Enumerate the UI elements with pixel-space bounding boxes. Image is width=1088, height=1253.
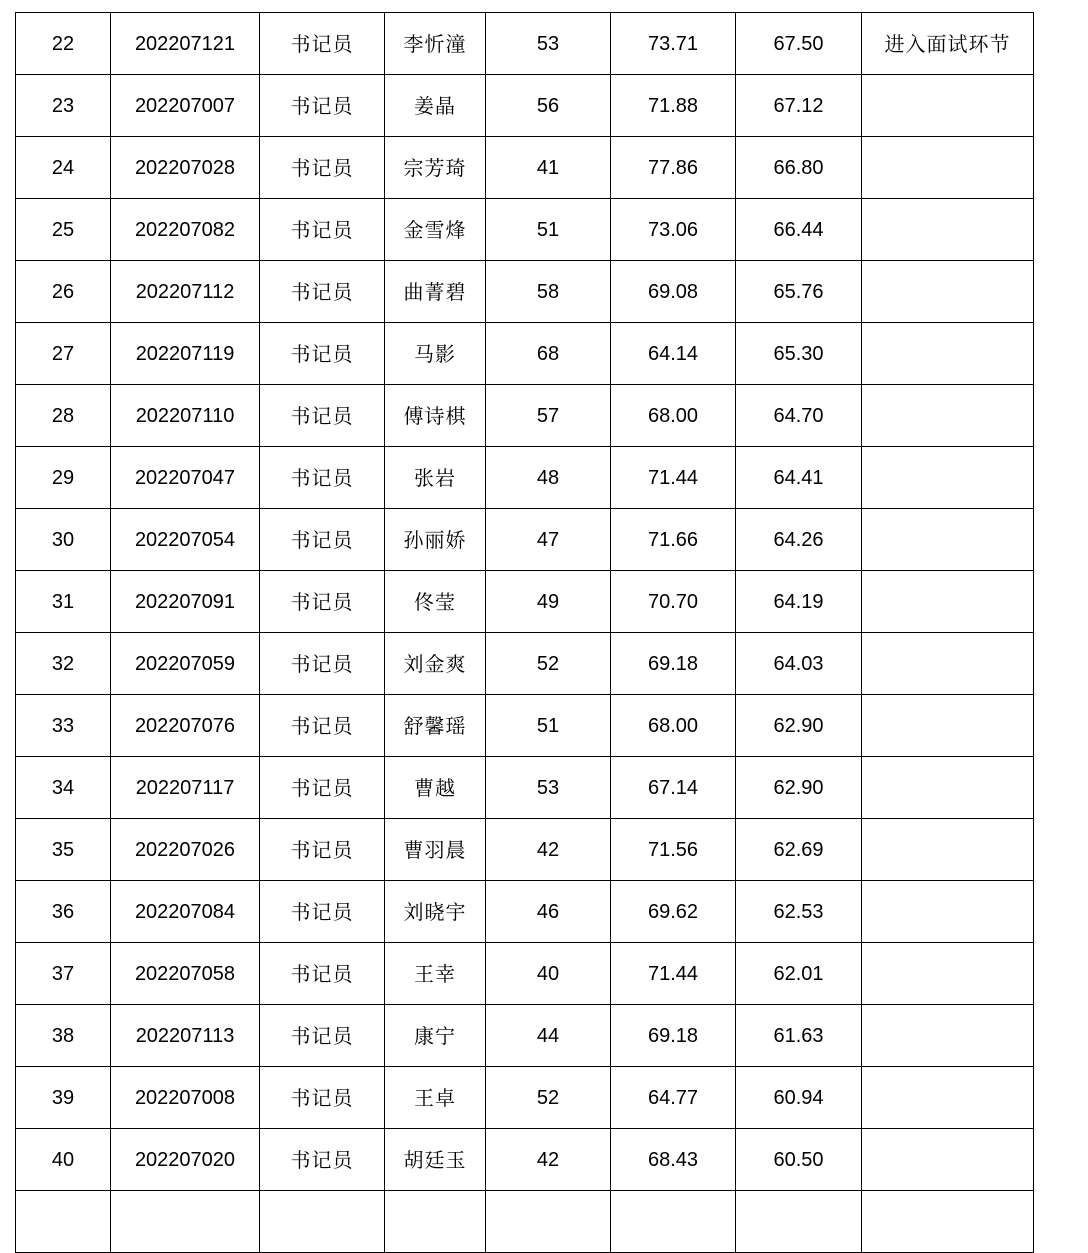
total-score-cell: 67.50 (736, 13, 862, 75)
candidate-name-cell: 王卓 (385, 1067, 486, 1129)
position-cell: 书记员 (260, 943, 385, 1005)
remark-cell (862, 757, 1034, 819)
candidate-id-cell: 202207008 (111, 1067, 260, 1129)
remark-cell (862, 75, 1034, 137)
candidate-name-cell: 姜晶 (385, 75, 486, 137)
total-score-cell: 64.19 (736, 571, 862, 633)
rank-cell: 33 (16, 695, 111, 757)
score-a-cell: 56 (486, 75, 611, 137)
score-a-cell: 51 (486, 695, 611, 757)
position-cell: 书记员 (260, 1067, 385, 1129)
remark-cell (862, 261, 1034, 323)
score-a-cell (486, 1191, 611, 1253)
position-cell: 书记员 (260, 571, 385, 633)
remark-cell (862, 1067, 1034, 1129)
remark-cell (862, 447, 1034, 509)
candidate-id-cell (111, 1191, 260, 1253)
candidate-id-cell: 202207112 (111, 261, 260, 323)
score-a-cell: 53 (486, 757, 611, 819)
score-a-cell: 48 (486, 447, 611, 509)
table-row (16, 13, 1034, 75)
rank-cell: 37 (16, 943, 111, 1005)
total-score-cell: 62.01 (736, 943, 862, 1005)
candidate-name-cell: 马影 (385, 323, 486, 385)
total-score-cell: 64.03 (736, 633, 862, 695)
rank-cell: 36 (16, 881, 111, 943)
score-a-cell: 46 (486, 881, 611, 943)
score-table (15, 12, 1034, 1253)
candidate-name-cell: 刘晓宇 (385, 881, 486, 943)
table-row (16, 447, 1034, 509)
score-b-cell: 68.00 (611, 695, 736, 757)
position-cell: 书记员 (260, 509, 385, 571)
score-b-cell: 69.62 (611, 881, 736, 943)
position-cell: 书记员 (260, 13, 385, 75)
score-b-cell: 68.00 (611, 385, 736, 447)
candidate-name-cell: 张岩 (385, 447, 486, 509)
position-cell: 书记员 (260, 137, 385, 199)
candidate-id-cell: 202207082 (111, 199, 260, 261)
rank-cell: 26 (16, 261, 111, 323)
position-cell: 书记员 (260, 695, 385, 757)
remark-cell (862, 695, 1034, 757)
remark-cell (862, 199, 1034, 261)
remark-cell (862, 509, 1034, 571)
total-score-cell: 60.94 (736, 1067, 862, 1129)
position-cell: 书记员 (260, 199, 385, 261)
rank-cell: 40 (16, 1129, 111, 1191)
total-score-cell (736, 1191, 862, 1253)
score-b-cell: 67.14 (611, 757, 736, 819)
candidate-name-cell: 佟莹 (385, 571, 486, 633)
position-cell: 书记员 (260, 633, 385, 695)
candidate-name-cell: 曹羽晨 (385, 819, 486, 881)
score-a-cell: 52 (486, 1067, 611, 1129)
candidate-name-cell: 刘金爽 (385, 633, 486, 695)
position-cell: 书记员 (260, 1005, 385, 1067)
position-cell: 书记员 (260, 75, 385, 137)
candidate-name-cell: 李忻潼 (385, 13, 486, 75)
score-a-cell: 41 (486, 137, 611, 199)
candidate-id-cell: 202207084 (111, 881, 260, 943)
remark-cell (862, 1005, 1034, 1067)
candidate-name-cell: 金雪烽 (385, 199, 486, 261)
table-row (16, 757, 1034, 819)
total-score-cell: 67.12 (736, 75, 862, 137)
remark-cell (862, 137, 1034, 199)
rank-cell: 22 (16, 13, 111, 75)
rank-cell: 39 (16, 1067, 111, 1129)
rank-cell: 30 (16, 509, 111, 571)
score-b-cell: 71.66 (611, 509, 736, 571)
candidate-id-cell: 202207026 (111, 819, 260, 881)
position-cell: 书记员 (260, 757, 385, 819)
position-cell: 书记员 (260, 447, 385, 509)
rank-cell: 28 (16, 385, 111, 447)
remark-cell (862, 571, 1034, 633)
score-b-cell: 71.56 (611, 819, 736, 881)
score-a-cell: 40 (486, 943, 611, 1005)
candidate-name-cell: 孙丽娇 (385, 509, 486, 571)
position-cell: 书记员 (260, 323, 385, 385)
score-a-cell: 44 (486, 1005, 611, 1067)
total-score-cell: 62.90 (736, 695, 862, 757)
score-table-body (16, 13, 1034, 1253)
table-row (16, 261, 1034, 323)
rank-cell: 29 (16, 447, 111, 509)
total-score-cell: 62.90 (736, 757, 862, 819)
score-b-cell: 68.43 (611, 1129, 736, 1191)
table-row (16, 1005, 1034, 1067)
candidate-name-cell: 舒馨瑶 (385, 695, 486, 757)
position-cell (260, 1191, 385, 1253)
candidate-name-cell (385, 1191, 486, 1253)
rank-cell: 24 (16, 137, 111, 199)
rank-cell (16, 1191, 111, 1253)
table-row (16, 633, 1034, 695)
table-row (16, 509, 1034, 571)
score-a-cell: 42 (486, 819, 611, 881)
rank-cell: 25 (16, 199, 111, 261)
score-a-cell: 49 (486, 571, 611, 633)
rank-cell: 38 (16, 1005, 111, 1067)
candidate-id-cell: 202207007 (111, 75, 260, 137)
rank-cell: 31 (16, 571, 111, 633)
score-a-cell: 42 (486, 1129, 611, 1191)
score-b-cell: 73.71 (611, 13, 736, 75)
candidate-id-cell: 202207117 (111, 757, 260, 819)
table-row (16, 881, 1034, 943)
candidate-id-cell: 202207121 (111, 13, 260, 75)
candidate-id-cell: 202207058 (111, 943, 260, 1005)
score-a-cell: 68 (486, 323, 611, 385)
total-score-cell: 62.69 (736, 819, 862, 881)
score-b-cell: 77.86 (611, 137, 736, 199)
candidate-name-cell: 傅诗棋 (385, 385, 486, 447)
score-b-cell: 69.18 (611, 633, 736, 695)
table-row (16, 571, 1034, 633)
candidate-id-cell: 202207028 (111, 137, 260, 199)
score-b-cell: 69.18 (611, 1005, 736, 1067)
position-cell: 书记员 (260, 881, 385, 943)
candidate-id-cell: 202207091 (111, 571, 260, 633)
total-score-cell: 66.44 (736, 199, 862, 261)
total-score-cell: 64.26 (736, 509, 862, 571)
score-b-cell: 70.70 (611, 571, 736, 633)
candidate-id-cell: 202207059 (111, 633, 260, 695)
table-row (16, 1191, 1034, 1253)
score-b-cell: 64.14 (611, 323, 736, 385)
score-b-cell: 69.08 (611, 261, 736, 323)
table-row (16, 819, 1034, 881)
score-a-cell: 53 (486, 13, 611, 75)
remark-cell (862, 1129, 1034, 1191)
candidate-name-cell: 曲菁碧 (385, 261, 486, 323)
total-score-cell: 65.30 (736, 323, 862, 385)
total-score-cell: 61.63 (736, 1005, 862, 1067)
score-b-cell: 71.44 (611, 943, 736, 1005)
score-b-cell: 64.77 (611, 1067, 736, 1129)
remark-cell: 进入面试环节 (862, 13, 1034, 75)
total-score-cell: 62.53 (736, 881, 862, 943)
table-row (16, 385, 1034, 447)
candidate-name-cell: 曹越 (385, 757, 486, 819)
score-b-cell: 73.06 (611, 199, 736, 261)
score-a-cell: 51 (486, 199, 611, 261)
remark-cell (862, 323, 1034, 385)
candidate-name-cell: 胡廷玉 (385, 1129, 486, 1191)
candidate-id-cell: 202207054 (111, 509, 260, 571)
candidate-name-cell: 康宁 (385, 1005, 486, 1067)
remark-cell (862, 1191, 1034, 1253)
table-row (16, 695, 1034, 757)
position-cell: 书记员 (260, 819, 385, 881)
total-score-cell: 66.80 (736, 137, 862, 199)
remark-cell (862, 819, 1034, 881)
score-a-cell: 57 (486, 385, 611, 447)
table-row (16, 323, 1034, 385)
score-b-cell: 71.44 (611, 447, 736, 509)
total-score-cell: 60.50 (736, 1129, 862, 1191)
candidate-name-cell: 宗芳琦 (385, 137, 486, 199)
total-score-cell: 64.41 (736, 447, 862, 509)
score-b-cell: 71.88 (611, 75, 736, 137)
remark-cell (862, 633, 1034, 695)
score-a-cell: 52 (486, 633, 611, 695)
table-row (16, 1067, 1034, 1129)
remark-cell (862, 881, 1034, 943)
candidate-id-cell: 202207076 (111, 695, 260, 757)
rank-cell: 23 (16, 75, 111, 137)
rank-cell: 34 (16, 757, 111, 819)
table-row (16, 75, 1034, 137)
candidate-id-cell: 202207020 (111, 1129, 260, 1191)
table-row (16, 199, 1034, 261)
total-score-cell: 64.70 (736, 385, 862, 447)
score-a-cell: 58 (486, 261, 611, 323)
position-cell: 书记员 (260, 385, 385, 447)
total-score-cell: 65.76 (736, 261, 862, 323)
rank-cell: 32 (16, 633, 111, 695)
score-b-cell (611, 1191, 736, 1253)
candidate-id-cell: 202207113 (111, 1005, 260, 1067)
position-cell: 书记员 (260, 261, 385, 323)
position-cell: 书记员 (260, 1129, 385, 1191)
rank-cell: 27 (16, 323, 111, 385)
remark-cell (862, 385, 1034, 447)
candidate-id-cell: 202207047 (111, 447, 260, 509)
candidate-id-cell: 202207110 (111, 385, 260, 447)
candidate-name-cell: 王幸 (385, 943, 486, 1005)
rank-cell: 35 (16, 819, 111, 881)
candidate-id-cell: 202207119 (111, 323, 260, 385)
table-row (16, 137, 1034, 199)
table-row (16, 943, 1034, 1005)
table-row (16, 1129, 1034, 1191)
remark-cell (862, 943, 1034, 1005)
score-a-cell: 47 (486, 509, 611, 571)
